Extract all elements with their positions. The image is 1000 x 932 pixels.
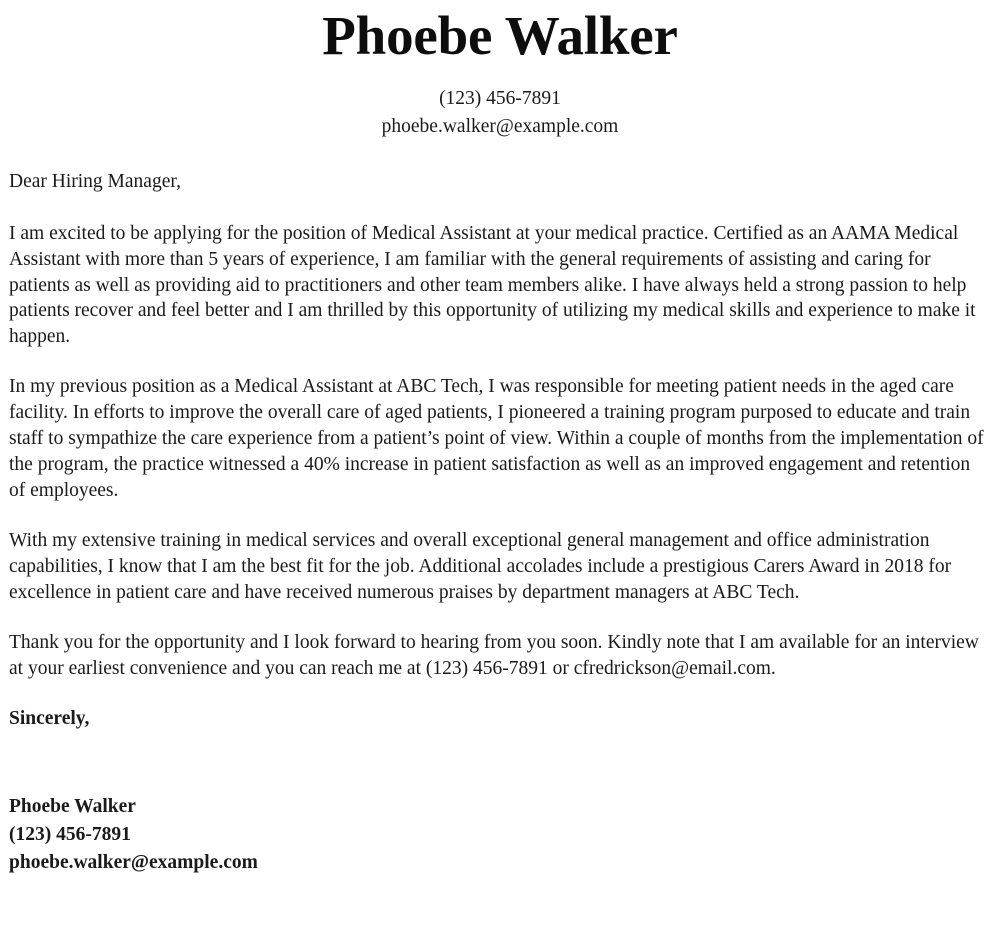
salutation: Dear Hiring Manager, — [9, 170, 181, 192]
header-contact-block — [9, 85, 991, 140]
signature-name: Phoebe Walker — [9, 796, 136, 818]
header-email: phoebe.walker@example.com — [381, 116, 619, 138]
letter-header — [9, 0, 991, 141]
header-phone: (123) 456-7891 — [439, 88, 561, 110]
applicant-name: Phoebe Walker — [322, 5, 678, 66]
closing-salutation: Sincerely, — [9, 707, 90, 729]
letter-paragraph-1: I am excited to be applying for the position of Medical Assistant at your medical practice. Certified as an AAMA Medical Assistant with more than 5 years of experience, I am familiar with the general requirements of assisting and caring for patients as well as providing aid to practitioners and other team members alike. I have always held a strong passion to help patients recover and feel better and I am thrilled by this opportunity of utilizing my medical skills and experience to make it happen. — [9, 222, 976, 348]
letter-body — [9, 169, 991, 877]
signature-email: phoebe.walker@example.com — [9, 851, 258, 873]
letter-paragraph-4: Thank you for the opportunity and I look forward to hearing from you soon. Kindly note that I am available for an interview at your earliest convenience and you can reach me at (123) 456-7891 or cfredrickson@email.com. — [9, 631, 979, 679]
signature-block — [9, 793, 991, 876]
letter-paragraph-3: With my extensive training in medical services and overall exceptional general management and office administration capabilities, I know that I am the best fit for the job. Additional accolades include a prestigious Carers Award in 2018 for excellence in patient care and have received numerous praises by department managers at ABC Tech. — [9, 529, 952, 603]
letter-paragraph-2: In my previous position as a Medical Assistant at ABC Tech, I was responsible for meeting patient needs in the aged care facility. In efforts to improve the overall care of aged patients, I pioneered a training program purposed to educate and train staff to sympathize the care experience from a patient’s point of view. Within a couple of months from the implementation of the program, the practice witnessed a 40% increase in patient satisfaction as well as an improved engagement and retention of employees. — [9, 376, 984, 501]
signature-phone: (123) 456-7891 — [9, 824, 131, 846]
